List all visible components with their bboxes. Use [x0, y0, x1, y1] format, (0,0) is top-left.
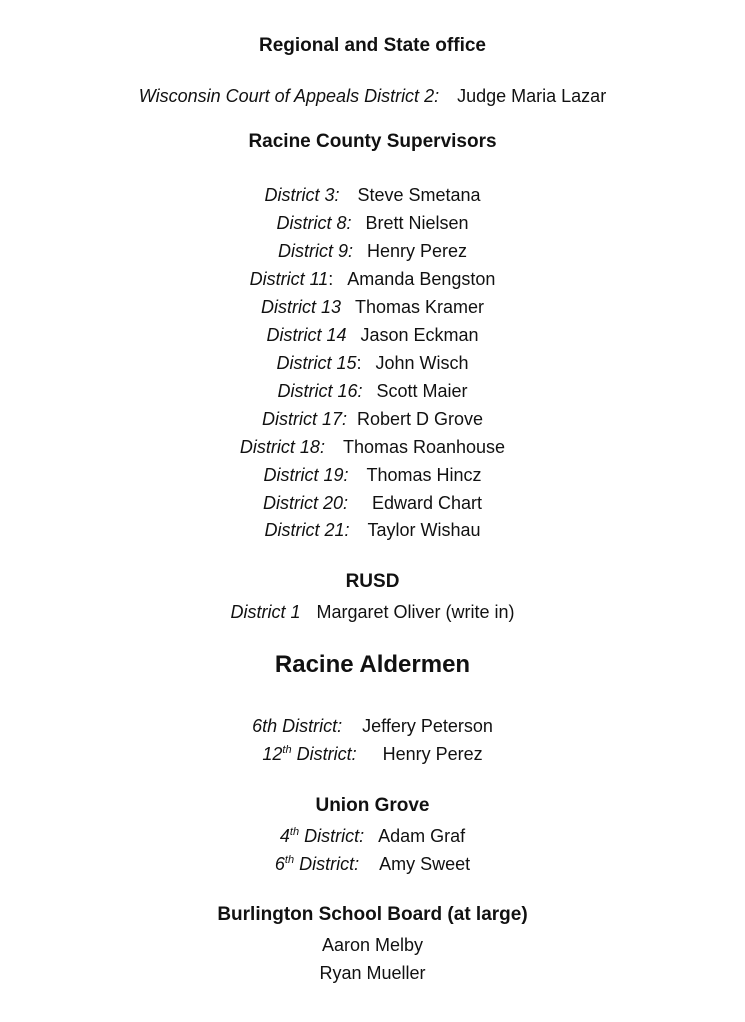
supervisor-name: Edward Chart: [371, 493, 483, 513]
supervisor-name: Taylor Wishau: [367, 520, 481, 540]
district-label: District 14: [266, 325, 347, 345]
alderman-name: Jeffery Peterson: [362, 716, 493, 736]
regional-heading: Regional and State office: [259, 35, 486, 56]
supervisor-row: [0, 462, 745, 488]
supervisor-row: [0, 517, 745, 543]
rusd-heading: RUSD: [345, 571, 400, 592]
rusd-name: Margaret Oliver (write in): [316, 602, 515, 622]
district-label: 6th District:: [252, 716, 343, 736]
district-label: District 21:: [264, 520, 350, 540]
supervisors-heading: Racine County Supervisors: [248, 131, 497, 152]
supervisor-row: [0, 378, 745, 404]
district-label: 12th District:: [262, 744, 357, 764]
supervisor-name: Amanda Bengston: [347, 269, 496, 289]
supervisor-row: [0, 490, 745, 516]
supervisor-name: Robert D Grove: [356, 409, 484, 429]
district-label: District 19:: [263, 465, 349, 485]
district-label: District 15: [276, 353, 357, 373]
district-label: District 3:: [264, 185, 340, 205]
supervisor-row: [0, 238, 745, 264]
supervisor-name: Thomas Kramer: [354, 297, 485, 317]
aldermen-heading: Racine Aldermen: [274, 651, 471, 678]
alderman-row: [0, 741, 745, 767]
court-label: Wisconsin Court of Appeals District 2:: [138, 86, 440, 106]
supervisor-name: Thomas Hincz: [366, 465, 482, 485]
supervisor-row: [0, 210, 745, 236]
district-label: 4th District:: [279, 826, 365, 846]
supervisor-name: Henry Perez: [366, 241, 468, 261]
supervisor-row: District 11: Amanda Bengston: [249, 269, 496, 289]
burlington-name: Ryan Mueller: [319, 963, 426, 983]
supervisor-row: [0, 322, 745, 348]
court-of-appeals-line: [0, 83, 745, 109]
supervisor-row: [0, 406, 745, 432]
district-label: 6th District:: [274, 854, 360, 874]
alderman-row: [0, 713, 745, 739]
supervisor-row: [0, 294, 745, 320]
burlington-heading: Burlington School Board (at large): [217, 904, 528, 925]
union-grove-row: [0, 823, 745, 849]
alderman-name: Henry Perez: [382, 744, 483, 764]
union-grove-heading: Union Grove: [315, 795, 430, 816]
district-label: District 1: [230, 602, 301, 622]
union-grove-name: Adam Graf: [378, 826, 466, 846]
district-label: District 9:: [277, 241, 353, 261]
union-grove-name: Amy Sweet: [379, 854, 471, 874]
supervisor-name: Scott Maier: [376, 381, 468, 401]
supervisor-name: Steve Smetana: [357, 185, 481, 205]
burlington-name: Aaron Melby: [321, 935, 424, 955]
district-label: District 8:: [276, 213, 352, 233]
supervisor-name: John Wisch: [375, 353, 469, 373]
court-name: Judge Maria Lazar: [457, 86, 607, 106]
supervisor-row: District 15: John Wisch: [276, 353, 469, 373]
rusd-row: [0, 599, 745, 625]
district-label: District 13: [260, 297, 341, 317]
district-label: District 17:: [261, 409, 347, 429]
supervisor-row: [0, 434, 745, 460]
supervisor-name: Brett Nielsen: [365, 213, 469, 233]
district-label: District 11: [249, 269, 329, 289]
district-label: District 18:: [239, 437, 325, 457]
district-label: District 16:: [277, 381, 363, 401]
supervisor-row: [0, 182, 745, 208]
union-grove-row: [0, 851, 745, 877]
supervisor-name: Jason Eckman: [360, 325, 479, 345]
supervisor-name: Thomas Roanhouse: [342, 437, 506, 457]
district-label: District 20:: [262, 493, 348, 513]
